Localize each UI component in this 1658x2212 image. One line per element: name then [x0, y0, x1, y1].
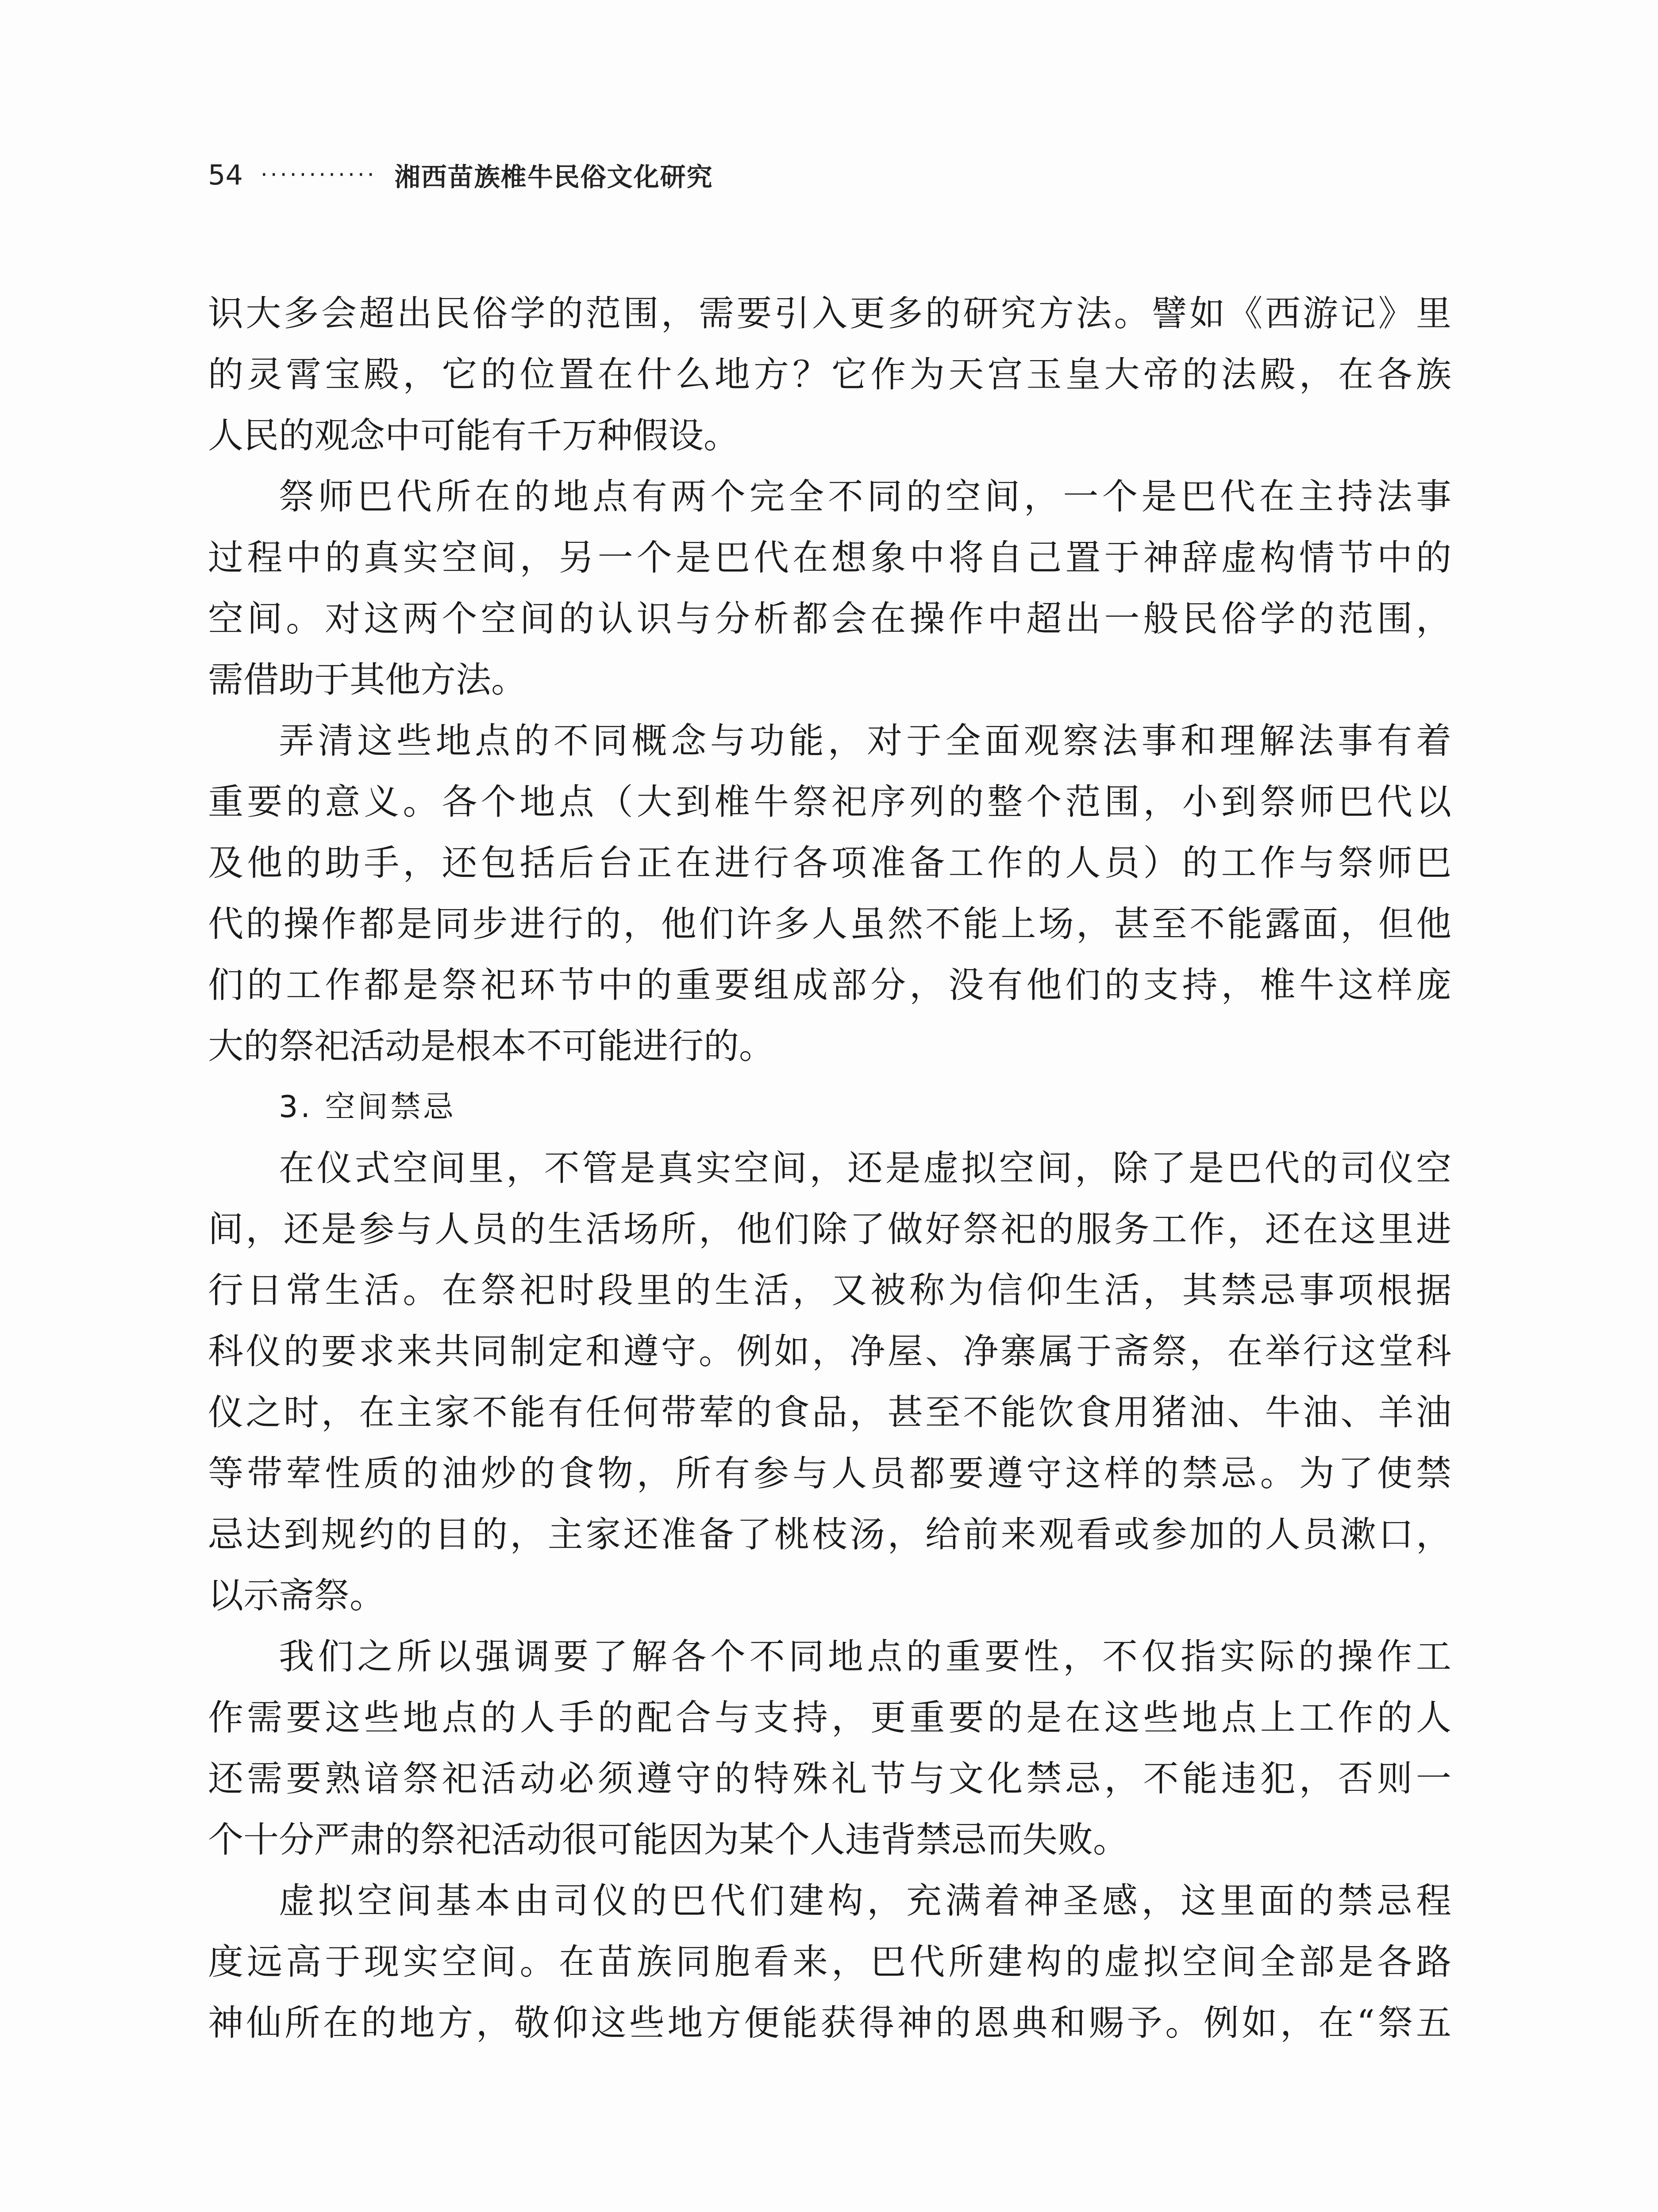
body-text: [208, 283, 1451, 2054]
header-leader-dots: ············: [260, 162, 377, 188]
text-line: 空间。对这两个空间的认识与分析都会在操作中超出一般民俗学的范围，: [208, 598, 1451, 639]
text-line: 间，还是参与人员的生活场所，他们除了做好祭祀的服务工作，还在这里进: [208, 1209, 1451, 1250]
text-line: 度远高于现实空间。在苗族同胞看来，巴代所建构的虚拟空间全部是各路: [208, 1941, 1451, 1982]
paragraph: [208, 1626, 1451, 1870]
text-line: 等带荤性质的油炒的食物，所有参与人员都要遵守这样的禁忌。为了使禁: [208, 1453, 1451, 1494]
text-line: 大的祭祀活动是根本不可能进行的。: [208, 1025, 774, 1067]
text-line: 行日常生活。在祭祀时段里的生活，又被称为信仰生活，其禁忌事项根据: [208, 1270, 1451, 1311]
text-line: 的灵霄宝殿，它的位置在什么地方？它作为天宫玉皇大帝的法殿，在各族: [208, 354, 1451, 395]
running-header: [208, 155, 713, 195]
text-line: 人民的观念中可能有千万种假设。: [208, 415, 739, 456]
text-line: 识大多会超出民俗学的范围，需要引入更多的研究方法。譬如《西游记》里: [208, 293, 1451, 334]
text-line: 科仪的要求来共同制定和遵守。例如，净屋、净寨属于斋祭，在举行这堂科: [208, 1331, 1451, 1372]
text-line: 祭师巴代所在的地点有两个完全不同的空间，一个是巴代在主持法事: [279, 476, 1451, 517]
paragraph: [208, 710, 1451, 1077]
text-line: 需借助于其他方法。: [208, 659, 527, 700]
text-line: 们的工作都是祭祀环节中的重要组成部分，没有他们的支持，椎牛这样庞: [208, 964, 1451, 1006]
text-line: 在仪式空间里，不管是真实空间，还是虚拟空间，除了是巴代的司仪空: [279, 1148, 1451, 1189]
text-line: 仪之时，在主家不能有任何带荤的食品，甚至不能饮食用猪油、牛油、羊油: [208, 1392, 1451, 1433]
text-line: 及他的助手，还包括后台正在进行各项准备工作的人员）的工作与祭师巴: [208, 842, 1451, 883]
paragraph: [208, 1870, 1451, 2054]
text-line: 弄清这些地点的不同概念与功能，对于全面观察法事和理解法事有着: [279, 720, 1451, 761]
text-line: 还需要熟谙祭祀活动必须遵守的特殊礼节与文化禁忌，不能违犯，否则一: [208, 1758, 1451, 1799]
text-line: 我们之所以强调要了解各个不同地点的重要性，不仅指实际的操作工: [279, 1636, 1451, 1677]
text-line: 个十分严肃的祭祀活动很可能因为某个人违背禁忌而失败。: [208, 1819, 1128, 1860]
text-line: 以示斋祭。: [208, 1575, 385, 1616]
section-heading: 3. 空间禁忌: [279, 1090, 456, 1125]
text-line: 重要的意义。各个地点（大到椎牛祭祀序列的整个范围，小到祭师巴代以: [208, 781, 1451, 822]
paragraph: [208, 283, 1451, 466]
text-line: 虚拟空间基本由司仪的巴代们建构，充满着神圣感，这里面的禁忌程: [279, 1880, 1451, 1921]
text-line: 过程中的真实空间，另一个是巴代在想象中将自己置于神辞虚构情节中的: [208, 537, 1451, 578]
book-title: 湘西苗族椎牛民俗文化研究: [394, 162, 713, 192]
text-line: 作需要这些地点的人手的配合与支持，更重要的是在这些地点上工作的人: [208, 1697, 1451, 1738]
text-line: 忌达到规约的目的，主家还准备了桃枝汤，给前来观看或参加的人员漱口，: [208, 1514, 1451, 1555]
text-line: 神仙所在的地方，敬仰这些地方便能获得神的恩典和赐予。例如，在“祭五: [208, 2002, 1451, 2043]
page-number: 54: [208, 158, 243, 191]
text-line: 代的操作都是同步进行的，他们许多人虽然不能上场，甚至不能露面，但他: [208, 903, 1451, 945]
paragraph: [208, 466, 1451, 710]
paragraph: [208, 1138, 1451, 1626]
